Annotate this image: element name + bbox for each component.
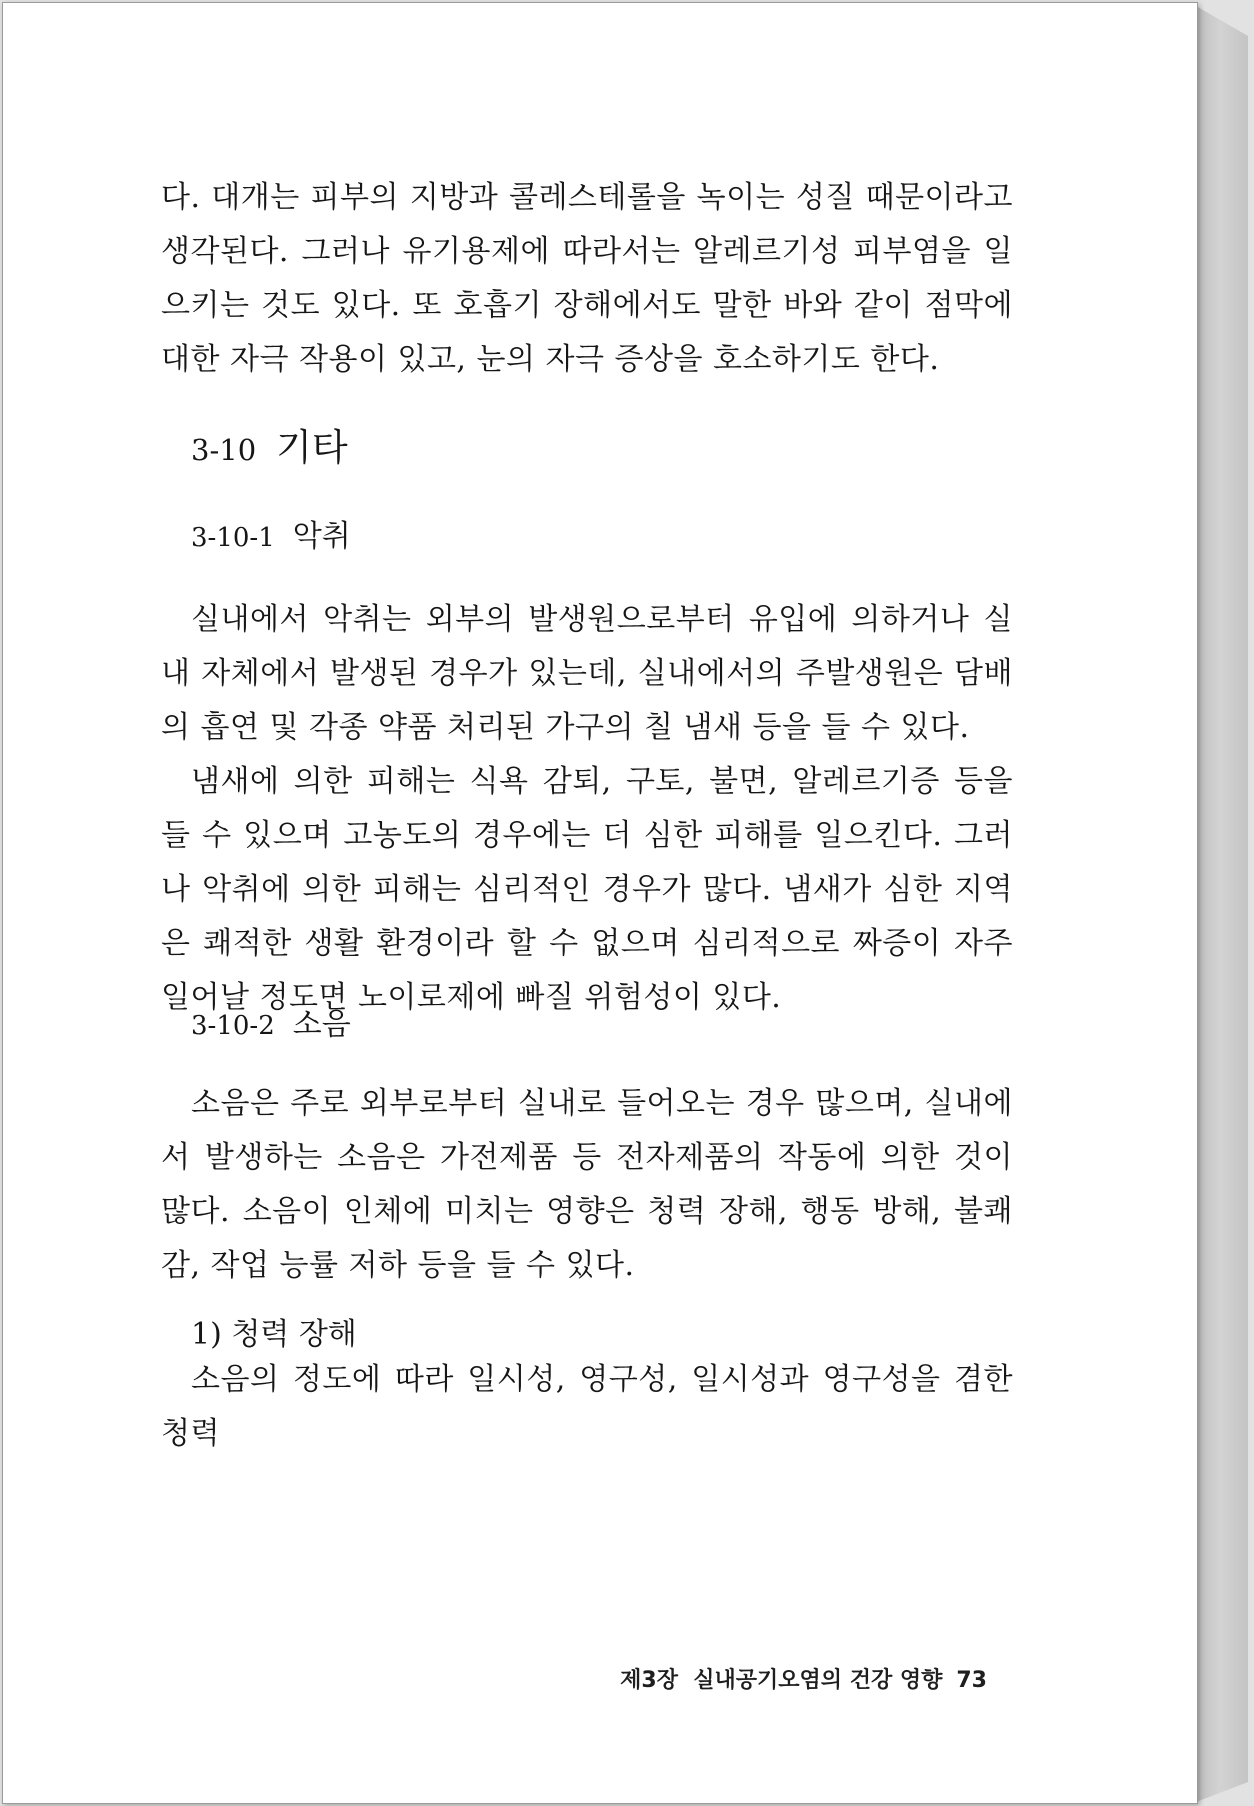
subsection-title: 악취 bbox=[292, 519, 351, 554]
section-title: 기타 bbox=[276, 426, 348, 469]
item-heading-hearing: 1) 청력 장해 bbox=[191, 1317, 357, 1352]
subsection-title: 소음 bbox=[292, 1007, 351, 1042]
subsection-number: 3-10-1 bbox=[191, 523, 275, 553]
running-footer bbox=[620, 1663, 987, 1694]
subsection-heading-3-10-1 bbox=[191, 511, 351, 555]
paragraph-odor-source: 실내에서 악취는 외부의 발생원으로부터 유입에 의하거나 실내 자체에서 발생된 경우가 있는데, 실내에서의 주발생원은 담배의 흡연 및 각종 약품 처리된 가구의 칠 냄새 등을 들 수 있다. bbox=[161, 602, 1013, 745]
page-number: 73 bbox=[956, 1668, 987, 1693]
section-heading-3-10 bbox=[191, 417, 348, 471]
paragraph-hearing: 소음의 정도에 따라 일시성, 영구성, 일시성과 영구성을 겸한 청력 bbox=[161, 1362, 1013, 1451]
paragraph-noise: 소음은 주로 외부로부터 실내로 들어오는 경우 많으며, 실내에서 발생하는 소음은 가전제품 등 전자제품의 작동에 의한 것이 많다. 소음이 인체에 미치는 영향은 청력 장해, 행동 방해, 불쾌감, 작업 능률 저하 등을 들 수 있다. bbox=[161, 1086, 1013, 1283]
footer-chapter-title: 제3장 실내공기오염의 건강 영향 bbox=[620, 1668, 943, 1693]
subsection-number: 3-10-2 bbox=[191, 1011, 275, 1041]
section-number: 3-10 bbox=[191, 433, 257, 467]
book-page-edges bbox=[1196, 6, 1248, 1802]
paragraph-odor-harm: 냄새에 의한 피해는 식욕 감퇴, 구토, 불면, 알레르기증 등을 들 수 있으며 고농도의 경우에는 더 심한 피해를 일으킨다. 그러나 악취에 의한 피해는 심리적인 경우가 많다. 냄새가 심한 지역은 쾌적한 생활 환경이라 할 수 없으며 심리적으로 짜증이 자주 일어날 정도면 노이로제에 빠질 위험성이 있다. bbox=[161, 764, 1013, 1015]
subsection-heading-3-10-2 bbox=[191, 999, 351, 1043]
paragraph-continued: 다. 대개는 피부의 지방과 콜레스테롤을 녹이는 성질 때문이라고 생각된다. 그러나 유기용제에 따라서는 알레르기성 피부염을 일으키는 것도 있다. 또 호흡기 장해에서도 말한 바와 같이 점막에 대한 자극 작용이 있고, 눈의 자극 증상을 호소하기도 한다. bbox=[161, 180, 1013, 377]
book-page bbox=[2, 2, 1198, 1804]
